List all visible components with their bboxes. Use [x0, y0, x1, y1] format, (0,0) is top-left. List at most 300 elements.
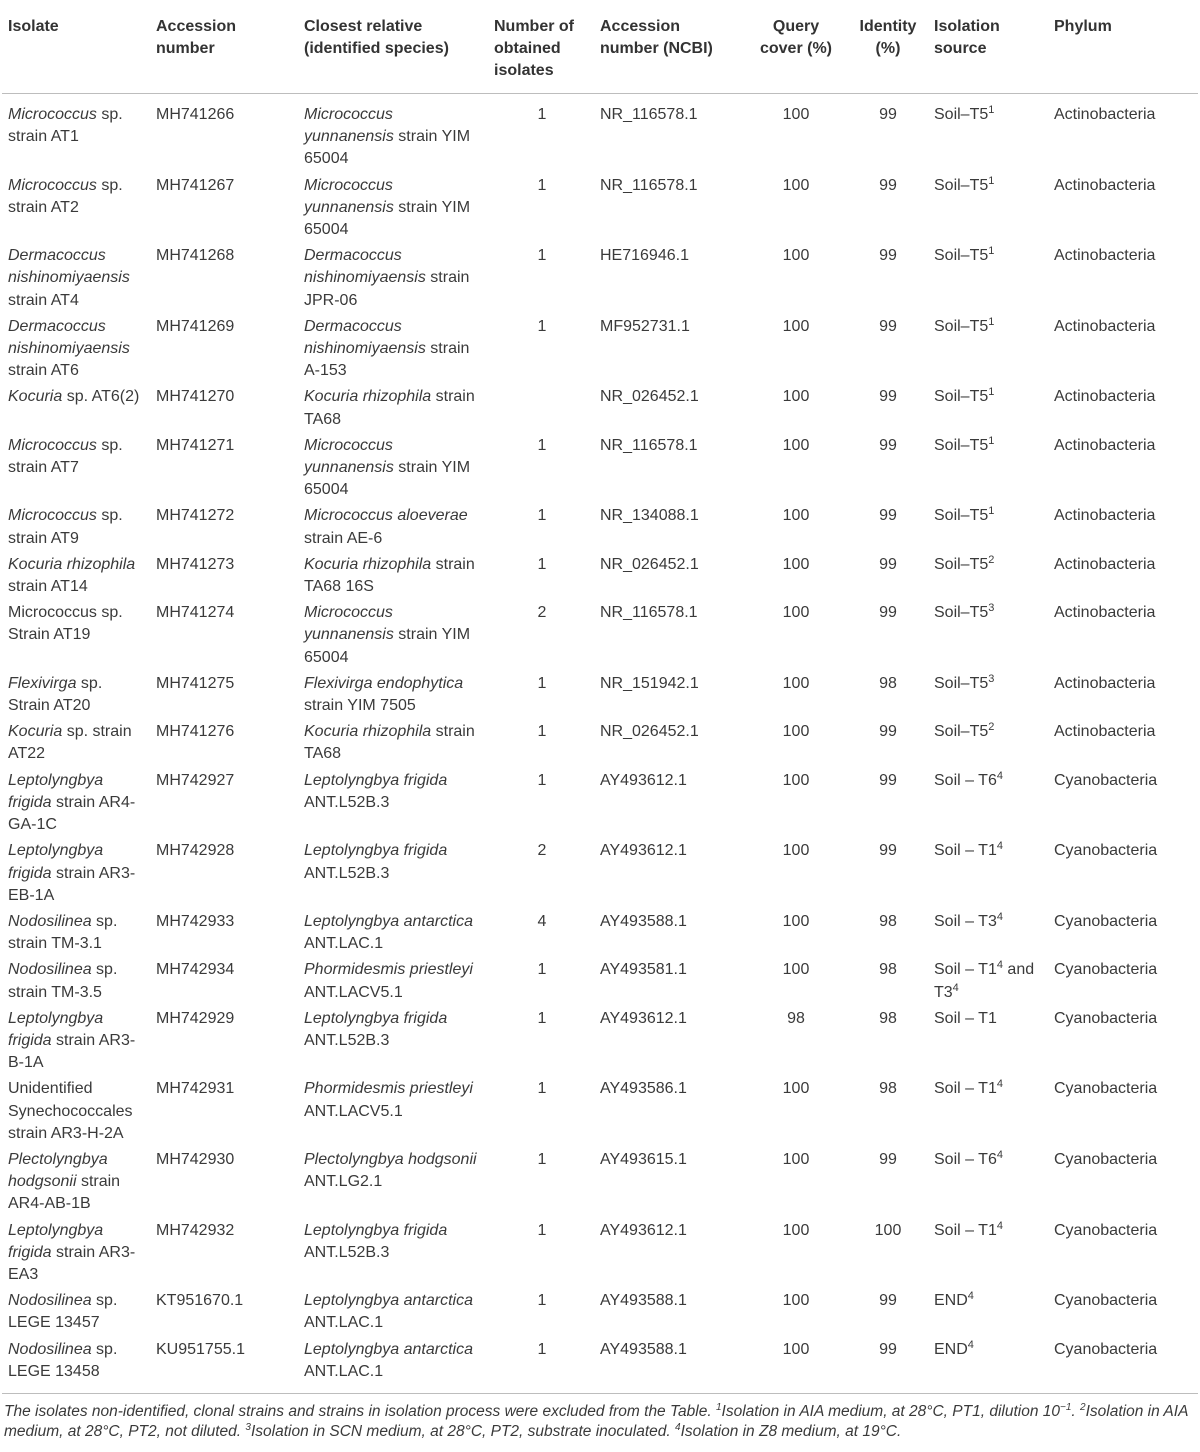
isolate-name-italic: Kocuria [8, 388, 63, 406]
cell-isolate [2, 245, 150, 316]
relative-strain: ANT.LAC.1 [304, 1314, 384, 1332]
source-footnote-marker: 1 [988, 315, 995, 328]
cell-isolate [2, 1290, 150, 1338]
isolate-name-rest: sp. LEGE 13457 [8, 1292, 118, 1332]
cell-isolate [2, 602, 150, 673]
source-text: Soil – T6 [934, 771, 997, 789]
cell-accession-ncbi: NR_116578.1 [600, 604, 698, 622]
cell-closest-relative [298, 959, 488, 1007]
cell-isolate [2, 673, 150, 721]
table-row [2, 435, 1198, 506]
cell-isolate [2, 1149, 150, 1220]
cell-phylum: Actinobacteria [1054, 247, 1156, 265]
cell-identity: 99 [879, 317, 897, 335]
source-text: Soil – T1 [934, 1221, 997, 1239]
col-header-accession-ncbi: Accession number (NCBI) [594, 0, 744, 94]
cell-accession-ncbi: AY493612.1 [600, 1221, 687, 1239]
table-row [2, 840, 1198, 911]
relative-strain: strain YIM 65004 [304, 626, 471, 666]
footnote-1: Isolation in AIA medium, at 28°C, PT1, dilution 10 [721, 1402, 1060, 1420]
cell-accession-number: MH741274 [156, 604, 235, 622]
isolate-name-italic: Plectolyngbya hodgsonii [8, 1150, 108, 1191]
cell-accession-ncbi: HE716946.1 [600, 247, 689, 265]
cell-isolate [2, 1339, 150, 1394]
source-footnote-marker: 1 [988, 104, 995, 116]
isolate-name-italic: Nodosilinea [8, 1292, 92, 1310]
cell-phylum: Actinobacteria [1054, 674, 1156, 692]
cell-accession-ncbi: MF952731.1 [600, 317, 690, 335]
isolate-name-italic: Leptolyngbya frigida [8, 1221, 104, 1261]
isolate-name-italic: Nodosilinea [8, 1340, 92, 1358]
source-text: Soil–T5 [934, 436, 989, 454]
cell-accession-ncbi: NR_116578.1 [600, 176, 698, 194]
cell-accession-ncbi: AY493588.1 [600, 912, 687, 930]
cell-isolate [2, 316, 150, 387]
source-text: Soil – T1 [934, 1080, 997, 1098]
relative-strain: strain YIM 65004 [304, 198, 471, 239]
cell-accession-number: MH742928 [156, 842, 235, 860]
relative-strain: strain AE-6 [304, 529, 383, 547]
cell-phylum: Actinobacteria [1054, 723, 1156, 741]
cell-query-cover: 100 [782, 604, 810, 622]
source-text: Soil–T5 [934, 555, 989, 573]
table-row [2, 316, 1198, 387]
footnote-marker-1: 1 [715, 1401, 722, 1413]
isolate-name-italic: Flexivirga [8, 674, 77, 692]
source-text: Soil – T1 [934, 842, 997, 860]
cell-phylum: Actinobacteria [1054, 317, 1156, 335]
cell-accession-number: MH742927 [156, 771, 235, 789]
cell-closest-relative [298, 386, 488, 434]
cell-query-cover: 100 [782, 842, 810, 860]
header-row [2, 0, 1198, 94]
cell-number-of-isolates: 1 [537, 1080, 547, 1098]
cell-identity: 99 [879, 1150, 897, 1168]
cell-phylum: Cyanobacteria [1054, 1150, 1158, 1168]
cell-closest-relative [298, 673, 488, 721]
cell-query-cover: 100 [782, 1292, 810, 1310]
source-footnote-marker: 1 [988, 174, 995, 187]
cell-accession-number: MH742933 [156, 912, 235, 930]
cell-query-cover: 100 [782, 436, 810, 454]
col-header-number-of-isolates: Number of obtained isolates [488, 0, 594, 94]
cell-accession-ncbi: NR_026452.1 [600, 723, 699, 741]
cell-accession-number: MH741272 [156, 507, 235, 525]
source-text: Soil–T5 [934, 176, 989, 194]
source-footnote-marker: 1 [988, 434, 995, 447]
cell-closest-relative [298, 435, 488, 506]
relative-strain: strain JPR-06 [304, 269, 470, 309]
isolate-name-rest: strain AT14 [8, 578, 88, 596]
source-text: END [934, 1340, 968, 1358]
cell-closest-relative [298, 94, 488, 175]
relative-species-italic: Dermacoccus nishinomiyaensis [304, 317, 426, 358]
cell-identity: 99 [879, 176, 897, 194]
relative-species-italic: Kocuria rhizophila [304, 555, 432, 573]
col-header-identity: Identity (%) [846, 0, 928, 94]
cell-identity: 98 [879, 961, 897, 979]
cell-phylum: Cyanobacteria [1054, 1221, 1158, 1239]
relative-species-italic: Leptolyngbya frigida [304, 842, 448, 860]
isolates-table [2, 0, 1198, 1394]
table-row [2, 1220, 1198, 1291]
source-footnote-marker: 4 [996, 1219, 1003, 1232]
cell-isolation-source [928, 673, 1048, 721]
cell-isolation-source [928, 911, 1048, 959]
isolate-name-rest: strain AT4 [8, 291, 79, 309]
cell-isolation-source [928, 505, 1048, 553]
cell-number-of-isolates: 1 [537, 674, 547, 692]
source-footnote-marker: 2 [988, 721, 995, 734]
cell-identity: 99 [846, 1339, 928, 1394]
cell-identity: 98 [879, 1080, 897, 1098]
cell-isolate [2, 1078, 150, 1149]
cell-number-of-isolates: 1 [537, 247, 547, 265]
cell-identity: 99 [879, 388, 897, 406]
cell-isolation-source [928, 1339, 1048, 1394]
source-text: Soil–T5 [934, 604, 989, 622]
cell-isolation-source [928, 840, 1048, 911]
cell-phylum: Actinobacteria [1054, 176, 1156, 194]
cell-closest-relative [298, 602, 488, 673]
isolate-name-rest: strain AR4-AB-1B [8, 1173, 121, 1213]
isolate-name-rest: strain AR3-EB-1A [8, 864, 136, 904]
cell-closest-relative [298, 505, 488, 553]
cell-accession-number: MH742932 [156, 1221, 235, 1239]
isolate-name-italic: Nodosilinea [8, 961, 92, 979]
cell-identity: 98 [879, 1009, 897, 1027]
cell-accession-number: MH741269 [156, 317, 235, 335]
cell-query-cover: 100 [782, 912, 810, 930]
source-text: Soil – T3 [934, 912, 997, 930]
relative-species-italic: Kocuria rhizophila [304, 723, 432, 741]
cell-isolation-source [928, 386, 1048, 434]
relative-species-italic: Flexivirga endophytica [304, 674, 464, 692]
cell-closest-relative [298, 1149, 488, 1220]
cell-number-of-isolates: 4 [537, 912, 547, 930]
source-text: END [934, 1292, 968, 1310]
col-header-isolate: Isolate [2, 0, 150, 94]
table-row [2, 673, 1198, 721]
relative-strain: ANT.L52B.3 [304, 1031, 390, 1049]
source-footnote-marker: 4 [967, 1290, 974, 1303]
isolate-name-rest: sp. strain AT1 [8, 106, 123, 146]
cell-query-cover: 100 [782, 317, 810, 335]
relative-species-italic: Leptolyngbya frigida [304, 1221, 448, 1239]
cell-query-cover: 100 [782, 176, 810, 194]
cell-isolate [2, 959, 150, 1007]
source-text: Soil–T5 [934, 723, 989, 741]
col-header-phylum: Phylum [1048, 0, 1198, 94]
cell-isolate [2, 1008, 150, 1079]
isolate-name-italic: Dermacoccus nishinomiyaensis [8, 247, 130, 287]
footnote-4: Isolation in Z8 medium, at 19°C. [680, 1422, 902, 1440]
table-row [2, 554, 1198, 602]
source-footnote-marker: 4 [996, 840, 1003, 853]
relative-strain: ANT.LAC.1 [304, 1362, 384, 1380]
isolate-name-rest: Micrococcus sp. Strain AT19 [8, 604, 123, 644]
cell-isolation-source [928, 94, 1048, 175]
cell-closest-relative [298, 1078, 488, 1149]
col-header-closest-relative: Closest relative (identified species) [298, 0, 488, 94]
cell-number-of-isolates: 1 [537, 771, 547, 789]
table-row [2, 1290, 1198, 1338]
cell-query-cover: 100 [782, 247, 810, 265]
cell-number-of-isolates: 1 [537, 723, 547, 741]
isolate-name-italic: Micrococcus [8, 436, 97, 454]
isolate-name-rest: sp. AT6(2) [62, 388, 140, 406]
cell-isolation-source [928, 1078, 1048, 1149]
relative-strain: strain TA68 [304, 388, 475, 428]
isolate-name-rest: Unidentified Synechococcales strain AR3-H-2A [8, 1080, 133, 1142]
footnote-1-exponent: −1 [1060, 1401, 1072, 1413]
cell-accession-number: MH741268 [156, 247, 235, 265]
cell-isolate [2, 554, 150, 602]
cell-accession-ncbi: NR_026452.1 [600, 388, 699, 406]
cell-isolate [2, 770, 150, 841]
cell-isolation-source [928, 721, 1048, 769]
cell-query-cover: 100 [782, 106, 810, 123]
cell-number-of-isolates: 2 [537, 604, 547, 622]
cell-isolation-source [928, 602, 1048, 673]
cell-phylum: Actinobacteria [1054, 555, 1156, 573]
col-header-isolation-source: Isolation source [928, 0, 1048, 94]
cell-isolation-source [928, 175, 1048, 246]
cell-number-of-isolates: 1 [488, 1339, 594, 1394]
source-footnote-marker: 3 [988, 602, 995, 615]
cell-phylum: Actinobacteria [1054, 106, 1156, 123]
source-footnote-marker: 4 [996, 1078, 1003, 1091]
cell-accession-number: MH742931 [156, 1080, 235, 1098]
cell-identity: 99 [879, 106, 897, 123]
cell-accession-ncbi: NR_151942.1 [600, 674, 699, 692]
table-row [2, 175, 1198, 246]
isolate-name-italic: Micrococcus [8, 106, 97, 123]
relative-strain: ANT.L52B.3 [304, 864, 390, 882]
cell-isolation-source [928, 770, 1048, 841]
cell-number-of-isolates: 1 [537, 1009, 547, 1027]
cell-closest-relative [298, 770, 488, 841]
relative-strain: strain TA68 16S [304, 555, 475, 596]
isolate-name-italic: Kocuria [8, 723, 63, 741]
cell-isolation-source [928, 1149, 1048, 1220]
cell-accession-ncbi: AY493588.1 [600, 1292, 687, 1310]
footnote-intro: The isolates non-identified, clonal strains and strains in isolation process were excluded from the Table. [4, 1402, 716, 1420]
source-footnote-marker: 1 [988, 245, 995, 258]
cell-accession-ncbi: AY493612.1 [600, 842, 687, 860]
cell-number-of-isolates: 2 [537, 842, 547, 860]
cell-query-cover: 100 [782, 1080, 810, 1098]
cell-query-cover: 100 [782, 1150, 810, 1168]
table-row [2, 1339, 1198, 1394]
relative-strain: ANT.LACV5.1 [304, 983, 403, 1001]
isolate-name-rest: sp. LEGE 13458 [8, 1340, 118, 1380]
table-row [2, 721, 1198, 769]
cell-isolate [2, 840, 150, 911]
cell-accession-number: MH742930 [156, 1150, 235, 1168]
table-row [2, 505, 1198, 553]
footnote-3: Isolation in SCN medium, at 28°C, PT2, substrate inoculated. [250, 1422, 676, 1440]
cell-identity: 99 [879, 247, 897, 265]
source-footnote-marker: 4 [967, 1338, 974, 1351]
cell-accession-ncbi: NR_116578.1 [600, 106, 698, 123]
cell-isolate [2, 505, 150, 553]
relative-species-italic: Plectolyngbya hodgsonii [304, 1150, 477, 1168]
table-row [2, 770, 1198, 841]
cell-accession-ncbi: AY493615.1 [600, 1150, 687, 1168]
relative-species-italic: Micrococcus yunnanensis [304, 436, 394, 477]
source-footnote-marker: 1 [988, 386, 995, 399]
relative-strain: ANT.L52B.3 [304, 793, 390, 811]
cell-isolate [2, 435, 150, 506]
table-row [2, 602, 1198, 673]
cell-number-of-isolates: 1 [537, 555, 547, 573]
cell-phylum: Cyanobacteria [1054, 1009, 1158, 1027]
table-row [2, 386, 1198, 434]
source-footnote-marker: 4 [996, 910, 1003, 923]
cell-number-of-isolates: 1 [537, 1221, 547, 1239]
cell-phylum: Cyanobacteria [1054, 1292, 1158, 1310]
isolate-name-rest: sp. strain TM-3.5 [8, 961, 118, 1001]
source-text: Soil–T5 [934, 247, 989, 265]
cell-accession-number: MH742929 [156, 1009, 235, 1027]
footnote-marker-4: 4 [675, 1421, 681, 1433]
source-text: Soil – T1 [934, 1009, 997, 1027]
source-footnote-marker: 2 [988, 553, 995, 566]
isolate-name-italic: Nodosilinea [8, 912, 92, 930]
cell-phylum: Cyanobacteria [1054, 961, 1158, 979]
table-row [2, 1008, 1198, 1079]
cell-query-cover: 100 [744, 1339, 846, 1394]
source-text: Soil–T5 [934, 388, 989, 406]
relative-species-italic: Leptolyngbya antarctica [304, 1292, 473, 1310]
relative-strain: ANT.LAC.1 [304, 935, 384, 953]
isolate-name-rest: sp. strain AT9 [8, 507, 123, 547]
cell-accession-ncbi: AY493586.1 [600, 1080, 687, 1098]
footnote-marker-2: 2 [1080, 1401, 1086, 1413]
cell-query-cover: 100 [782, 723, 810, 741]
cell-query-cover: 100 [782, 555, 810, 573]
cell-phylum: Cyanobacteria [1048, 1339, 1198, 1394]
isolate-name-rest: strain AR4-GA-1C [8, 793, 136, 834]
cell-accession-ncbi: NR_026452.1 [600, 555, 699, 573]
source-text: Soil–T5 [934, 317, 989, 335]
cell-identity: 99 [879, 723, 897, 741]
table-row [2, 1149, 1198, 1220]
cell-query-cover: 100 [782, 1221, 810, 1239]
relative-species-italic: Micrococcus aloeverae [304, 507, 468, 525]
cell-number-of-isolates: 1 [537, 507, 547, 525]
cell-identity: 100 [874, 1221, 902, 1239]
cell-isolate [2, 721, 150, 769]
cell-identity: 98 [879, 674, 897, 692]
cell-accession-ncbi: AY493588.1 [594, 1339, 744, 1394]
source-footnote-marker: 4 [996, 1148, 1003, 1161]
source-text: Soil–T5 [934, 674, 989, 692]
cell-query-cover: 98 [787, 1009, 805, 1027]
cell-isolate [2, 1220, 150, 1291]
isolate-name-italic: Micrococcus [8, 176, 97, 194]
source-footnote-marker: 3 [988, 672, 995, 685]
source-footnote-marker: 4 [996, 769, 1003, 782]
isolate-name-rest: sp. strain AT2 [8, 176, 123, 216]
relative-species-italic: Leptolyngbya antarctica [304, 1340, 473, 1358]
cell-isolation-source [928, 554, 1048, 602]
cell-accession-number: MH741276 [156, 723, 235, 741]
cell-accession-number: MH741270 [156, 388, 235, 406]
cell-isolate [2, 911, 150, 959]
source-text: Soil – T1 [934, 961, 997, 979]
cell-isolation-source [928, 959, 1048, 1007]
cell-accession-ncbi: NR_134088.1 [600, 507, 699, 525]
cell-accession-number: MH741267 [156, 176, 235, 194]
cell-isolation-source [928, 1290, 1048, 1338]
cell-identity: 99 [879, 842, 897, 860]
cell-query-cover: 100 [782, 507, 810, 525]
relative-strain: strain YIM 65004 [304, 128, 471, 168]
table-row [2, 959, 1198, 1007]
cell-accession-number: MH741275 [156, 674, 235, 692]
cell-query-cover: 100 [782, 388, 810, 406]
cell-closest-relative [298, 175, 488, 246]
table-row [2, 1078, 1198, 1149]
relative-species-italic: Leptolyngbya frigida [304, 771, 448, 789]
cell-phylum: Actinobacteria [1054, 436, 1156, 454]
cell-phylum: Cyanobacteria [1054, 1080, 1158, 1098]
cell-accession-ncbi: AY493581.1 [600, 961, 687, 979]
cell-accession-number: MH741271 [156, 436, 235, 454]
relative-species-italic: Micrococcus yunnanensis [304, 604, 394, 644]
relative-strain: ANT.LACV5.1 [304, 1102, 403, 1120]
cell-accession-number: MH742934 [156, 961, 235, 979]
relative-species-italic: Phormidesmis priestleyi [304, 961, 473, 979]
cell-identity: 99 [879, 604, 897, 622]
cell-isolate [2, 175, 150, 246]
source-text-2: and T3 [934, 961, 1035, 1001]
cell-number-of-isolates: 1 [537, 106, 547, 123]
relative-strain: strain A-153 [304, 340, 470, 380]
relative-species-italic: Dermacoccus nishinomiyaensis [304, 247, 426, 287]
table-footnote [4, 1402, 1198, 1442]
cell-number-of-isolates: 1 [537, 961, 547, 979]
isolate-name-italic: Dermacoccus nishinomiyaensis [8, 317, 130, 358]
cell-identity: 99 [879, 1292, 897, 1310]
source-text: Soil–T5 [934, 106, 989, 123]
cell-accession-number: MH741266 [156, 106, 235, 123]
cell-identity: 98 [879, 912, 897, 930]
table-row [2, 245, 1198, 316]
cell-number-of-isolates: 1 [537, 176, 547, 194]
cell-identity: 99 [879, 771, 897, 789]
cell-phylum: Cyanobacteria [1054, 771, 1158, 789]
relative-strain: strain YIM 65004 [304, 459, 471, 499]
source-footnote-marker-2: 4 [952, 981, 959, 994]
cell-closest-relative [298, 721, 488, 769]
cell-closest-relative [298, 911, 488, 959]
relative-species-italic: Kocuria rhizophila [304, 388, 432, 406]
cell-query-cover: 100 [782, 961, 810, 979]
cell-accession-number: KT951670.1 [156, 1292, 244, 1310]
cell-identity: 99 [879, 436, 897, 454]
cell-isolation-source [928, 1008, 1048, 1079]
cell-phylum: Actinobacteria [1054, 507, 1156, 525]
relative-strain: strain TA68 [304, 723, 475, 763]
footnote-1-end: . [1071, 1402, 1081, 1420]
relative-strain: ANT.LG2.1 [304, 1173, 383, 1191]
table-row [2, 911, 1198, 959]
cell-number-of-isolates: 1 [537, 1150, 547, 1168]
cell-accession-number: MH741273 [156, 555, 235, 573]
